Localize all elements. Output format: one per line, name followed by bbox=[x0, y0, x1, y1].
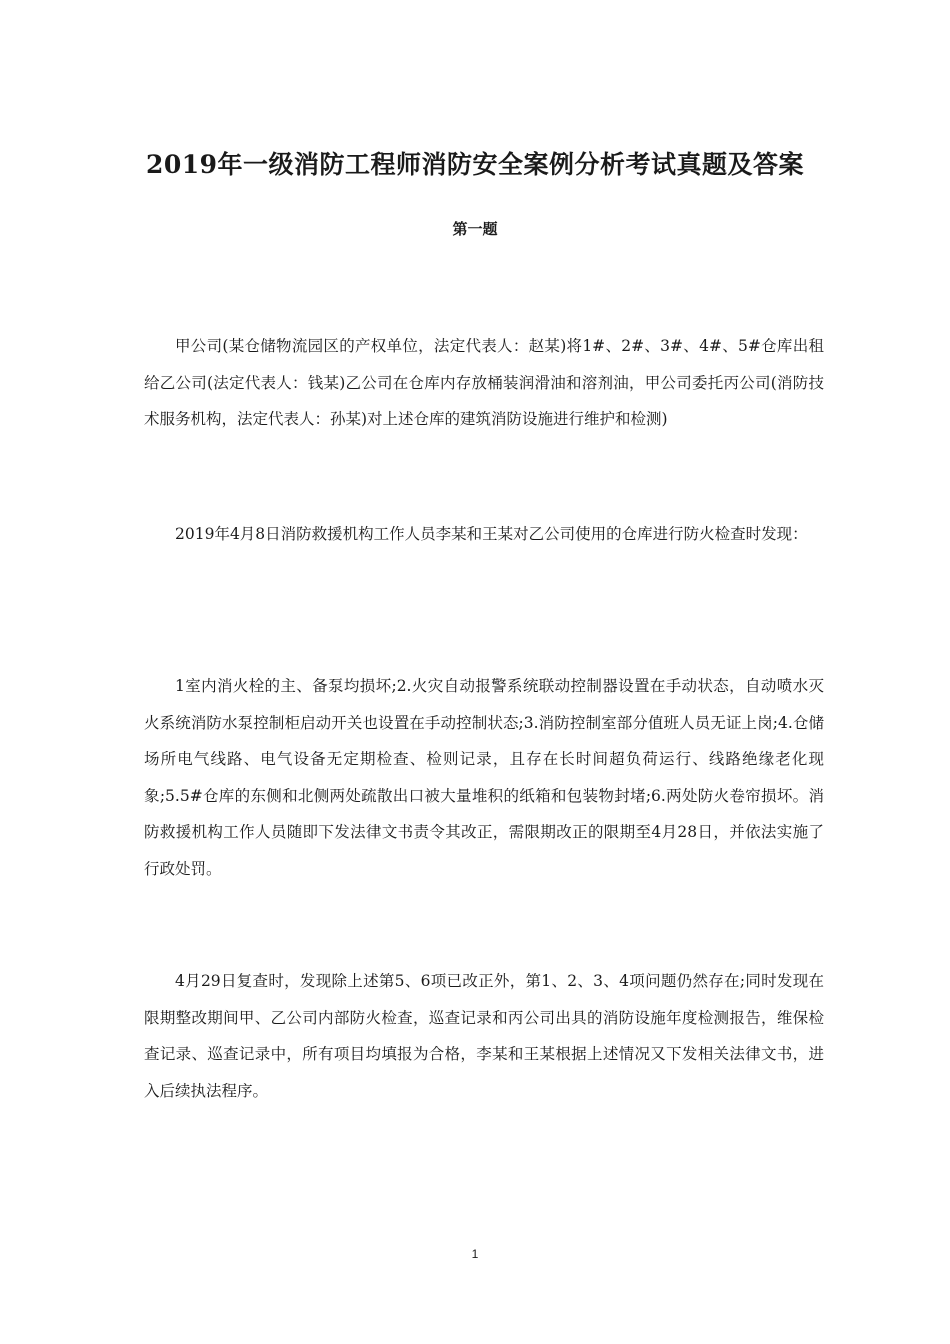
paragraph-reinspection: 4月29日复查时，发现除上述第5、6项已改正外，第1、2、3、4项问题仍然存在;同时发现在限期整改期间甲、乙公司内部防火检查，巡查记录和丙公司出具的消防设施年度检测报告，维保检查记录、巡查记录中，所有项目均填报为合格，李某和王某根据上述情况又下发相关法律文书，进入后续执法程序。 bbox=[144, 972, 824, 1100]
paragraph-findings: 1室内消火栓的主、备泵均损坏;2.火灾自动报警系统联动控制器设置在手动状态，自动喷水灭火系统消防水泵控制柜启动开关也设置在手动控制状态;3.消防控制室部分值班人员无证上岗;4.仓储场所电气线路、电气设备无定期检查、检则记录，且存在长时间超负荷运行、线路绝缘老化现象;5.5#仓库的东侧和北侧两处疏散出口被大量堆积的纸箱和包装物封堵;6.两处防火卷帘损坏。消防救援机构工作人员随即下发法律文书责令其改正，需限期改正的限期至4月28日，并依法实施了行政处罚。 bbox=[144, 677, 824, 878]
paragraph-inspection-date: 2019年4月8日消防救援机构工作人员李某和王某对乙公司使用的仓库进行防火检查时发现： bbox=[175, 525, 808, 543]
section-heading: 第一题 bbox=[452, 220, 498, 238]
page-number: 1 bbox=[471, 1247, 479, 1261]
document-title: 2019年一级消防工程师消防安全案例分析考试真题及答案 bbox=[145, 150, 805, 179]
paragraph-background: 甲公司(某仓储物流园区的产权单位，法定代表人：赵某)将1#、2#、3#、4#、5#仓库出租给乙公司(法定代表人：钱某)乙公司在仓库内存放桶装润滑油和溶剂油，甲公司委托丙公司(消防技术服务机构，法定代表人：孙某)对上述仓库的建筑消防设施进行维护和检测) bbox=[144, 337, 824, 428]
